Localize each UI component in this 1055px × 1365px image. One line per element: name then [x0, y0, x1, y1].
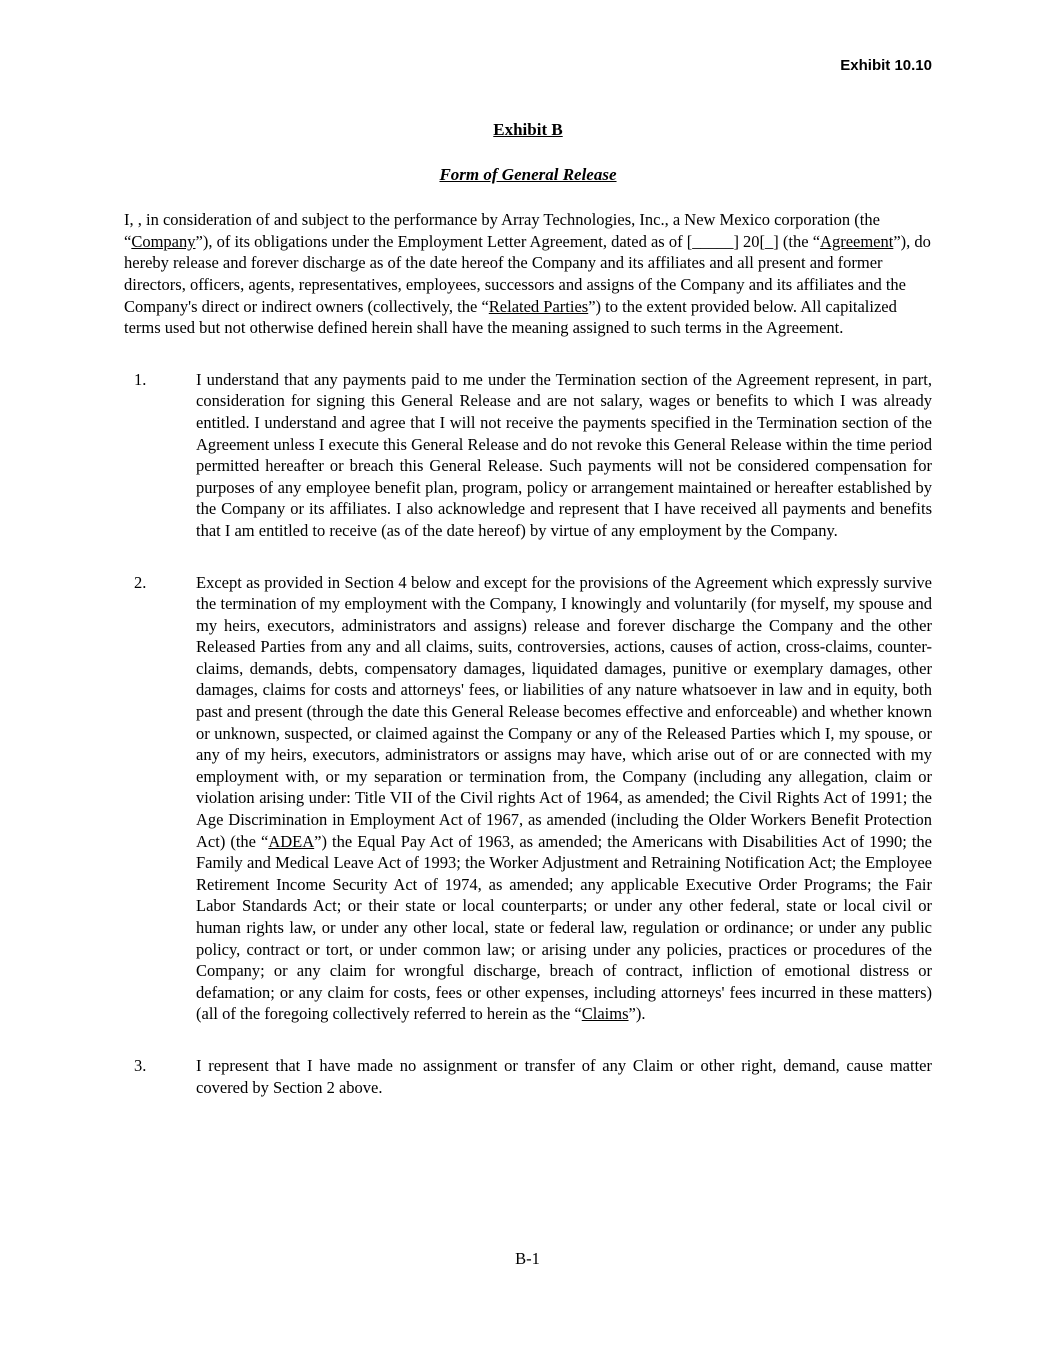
defined-term: Related Parties — [488, 296, 589, 316]
text-run: I represent that I have made no assignment or transfer of any Claim or other right, demand, cause matter covered by Section 2 above. — [196, 1055, 932, 1097]
defined-term: Claims — [581, 1004, 629, 1024]
defined-term: ADEA — [268, 831, 315, 851]
defined-term: Agreement — [820, 231, 894, 251]
document-title: Exhibit B — [493, 120, 563, 139]
text-run: Except as provided in Section 4 below and except for the provisions of the Agreement which expressly survive the termination of my employment with the Company, I knowingly and voluntarily (for myself, my spouse and my heirs, executors, administrators and assigns) release and forever discharge the Company and the other Released Parties from any and all claims, suits, controversies, actions, causes of action, cross-claims, counter-claims, demands, debts, compensatory damages, liquidated damages, punitive or exemplary damages, other damages, claims for costs and attorneys' fees, or liabilities of any nature whatsoever in law and in equity, both past and present (through the date this General Release becomes effective and enforceable) and whether known or unknown, suspected, or claimed against the Company or any of the Released Parties which I, my spouse, or any of my heirs, executors, administrators or assigns may have, which arise out of or are connected with my employment with, or my separation or termination from, the Company (including any allegation, claim or violation arising under: Title VII of the Civil rights Act of 1964, as amended; the Civil Rights Act of 1991; the Age Discrimination in Employment Act of 1967, as amended (including the Older Workers Benefit Protection Act) (the “ — [196, 572, 932, 851]
list-item-3 — [124, 1055, 932, 1098]
item-number: 2. — [134, 572, 147, 592]
text-run: I, , in consideration of and subject to the performance by Array Technologies, Inc., a New Mexico corporation (the “ — [124, 210, 880, 251]
item-text — [196, 572, 932, 1025]
defined-term: Company — [131, 231, 196, 251]
text-run: I understand that any payments paid to me under the Termination section of the Agreement represent, in part, consideration for signing this General Release and are not salary, wages or benefits to which I was already entitled. I understand and agree that I will not receive the payments specified in the Termination section of the Agreement unless I execute this General Release and do not revoke this General Release within the time period permitted hereafter or breach this General Release. Such payments will not be considered compensation for purposes of any employee benefit plan, program, policy or arrangement maintained or hereafter established by the Company or its affiliates. I also acknowledge and represent that I have received all payments and benefits that I am entitled to receive (as of the date hereof) by virtue of any employment by the Company. — [196, 369, 932, 540]
text-run: ”), of its obligations under the Employment Letter Agreement, dated as of [_____] 20[_] (the “ — [195, 231, 821, 251]
item-number: 3. — [134, 1055, 147, 1075]
item-text — [196, 369, 932, 542]
page-number: B-1 — [515, 1249, 540, 1268]
exhibit-label: Exhibit 10.10 — [840, 57, 932, 74]
text-run: ”) to the extent provided below. All capitalized terms used but not otherwise defined herein shall have the meaning assigned to such terms in the Agreement. — [124, 296, 897, 338]
list-item-2 — [124, 572, 932, 1025]
numbered-list — [124, 369, 932, 1098]
text-run: ”), do hereby release and forever discharge as of the date hereof the Company and its affiliates and all present and former directors, officers, agents, representatives, employees, successors and assigns of the Company and its affiliates and the Company's direct or indirect owners (collectively, the “ — [124, 231, 931, 316]
document-subtitle: Form of General Release — [439, 164, 617, 184]
item-text — [196, 1055, 932, 1098]
text-run: ”). — [628, 1004, 646, 1024]
list-item-1 — [124, 369, 932, 542]
intro-paragraph — [124, 209, 932, 339]
item-number: 1. — [134, 369, 147, 389]
text-run: ”) the Equal Pay Act of 1963, as amended; the Americans with Disabilities Act of 1990; the Family and Medical Leave Act of 1993; the Worker Adjustment and Retraining Notification Act; the Employee Retirement Income Security Act of 1974, as amended; any applicable Executive Order Programs; the Fair Labor Standards Act; or their state or local counterparts; or under any other federal, state or local civil or human rights law, or under any other local, state or federal law, regulation or ordinance; or under any public policy, contract or tort, or under common law; or arising under any policies, practices or procedures of the Company; or any claim for wrongful discharge, breach of contract, infliction of emotional distress or defamation; or any claim for costs, fees or other expenses, including attorneys' fees incurred in these matters) (all of the foregoing collectively referred to herein as the “ — [196, 831, 932, 1024]
